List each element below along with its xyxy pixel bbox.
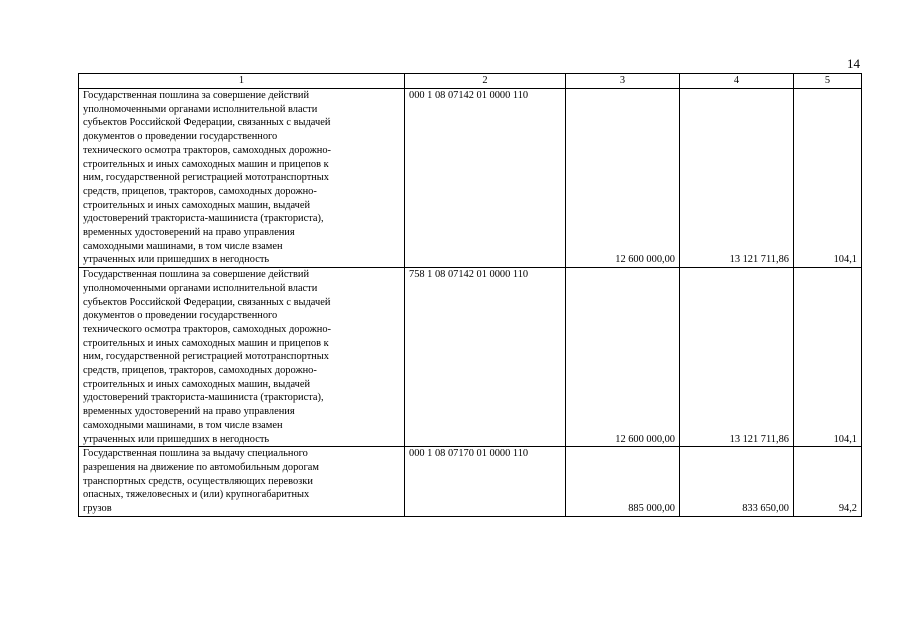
description-line: Государственная пошлина за совершение действий <box>83 269 310 281</box>
execution-percent: 94,2 <box>794 447 862 517</box>
actual-amount: 13 121 711,86 <box>680 89 794 268</box>
revenue-description <box>79 89 405 268</box>
budget-classification-code: 758 1 08 07142 01 0000 110 <box>405 268 566 447</box>
description-line: уполномоченными органами исполнительной власти <box>83 282 318 294</box>
column-header-3: 3 <box>566 74 680 89</box>
description-line: средств, прицепов, тракторов, самоходных дорожно- <box>83 365 317 377</box>
description-line: временных удостоверений на право управления <box>83 406 295 418</box>
description-line: средств, прицепов, тракторов, самоходных дорожно- <box>83 185 317 197</box>
description-line: Государственная пошлина за выдачу специального <box>83 448 308 460</box>
column-header-4: 4 <box>680 74 794 89</box>
description-line: Государственная пошлина за совершение действий <box>83 90 310 101</box>
table-row <box>79 447 862 517</box>
description-line: разрешения на движение по автомобильным дорогам <box>83 461 319 473</box>
budget-revenue-table <box>78 73 862 517</box>
description-line: самоходными машинами, в том числе взамен <box>83 240 283 252</box>
description-line: технического осмотра тракторов, самоходных дорожно- <box>83 144 331 156</box>
budget-classification-code: 000 1 08 07170 01 0000 110 <box>405 447 566 517</box>
description-line: удостоверений тракториста-машиниста (тракториста), <box>83 392 324 404</box>
column-header-5: 5 <box>794 74 862 89</box>
description-line: строительных и иных самоходных машин и прицепов к <box>83 337 329 349</box>
description-line: ним, государственной регистрацией мототранспортных <box>83 351 329 363</box>
description-line: утраченных или пришедших в негодность <box>83 254 270 266</box>
planned-amount: 885 000,00 <box>566 447 680 517</box>
actual-amount: 13 121 711,86 <box>680 268 794 447</box>
description-line: опасных, тяжеловесных и (или) крупногабаритных <box>83 489 310 501</box>
table-row <box>79 268 862 447</box>
description-line: субъектов Российской Федерации, связанных с выдачей <box>83 296 331 308</box>
description-line: грузов <box>83 503 112 515</box>
description-line: ним, государственной регистрацией мототранспортных <box>83 172 329 184</box>
execution-percent: 104,1 <box>794 268 862 447</box>
description-line: удостоверений тракториста-машиниста (тракториста), <box>83 213 324 225</box>
page-number: 14 <box>847 56 860 71</box>
execution-percent: 104,1 <box>794 89 862 268</box>
description-line: документов о проведении государственного <box>83 131 278 143</box>
actual-amount: 833 650,00 <box>680 447 794 517</box>
description-line: самоходными машинами, в том числе взамен <box>83 419 283 431</box>
description-line: транспортных средств, осуществляющих перевозки <box>83 475 313 487</box>
description-line: строительных и иных самоходных машин, выдачей <box>83 378 311 390</box>
description-line: уполномоченными органами исполнительной власти <box>83 103 318 115</box>
revenue-description <box>79 447 405 517</box>
planned-amount: 12 600 000,00 <box>566 268 680 447</box>
column-header-2: 2 <box>405 74 566 89</box>
column-header-1: 1 <box>79 74 405 89</box>
description-line: строительных и иных самоходных машин и прицепов к <box>83 158 329 170</box>
description-line: документов о проведении государственного <box>83 310 278 322</box>
description-line: утраченных или пришедших в негодность <box>83 433 270 445</box>
description-line: временных удостоверений на право управления <box>83 227 295 239</box>
column-number-header-row <box>79 74 862 89</box>
description-line: субъектов Российской Федерации, связанных с выдачей <box>83 117 331 129</box>
description-line: технического осмотра тракторов, самоходных дорожно- <box>83 323 331 335</box>
budget-classification-code: 000 1 08 07142 01 0000 110 <box>405 89 566 268</box>
revenue-description <box>79 268 405 447</box>
table-row <box>79 89 862 268</box>
planned-amount: 12 600 000,00 <box>566 89 680 268</box>
description-line: строительных и иных самоходных машин, выдачей <box>83 199 311 211</box>
